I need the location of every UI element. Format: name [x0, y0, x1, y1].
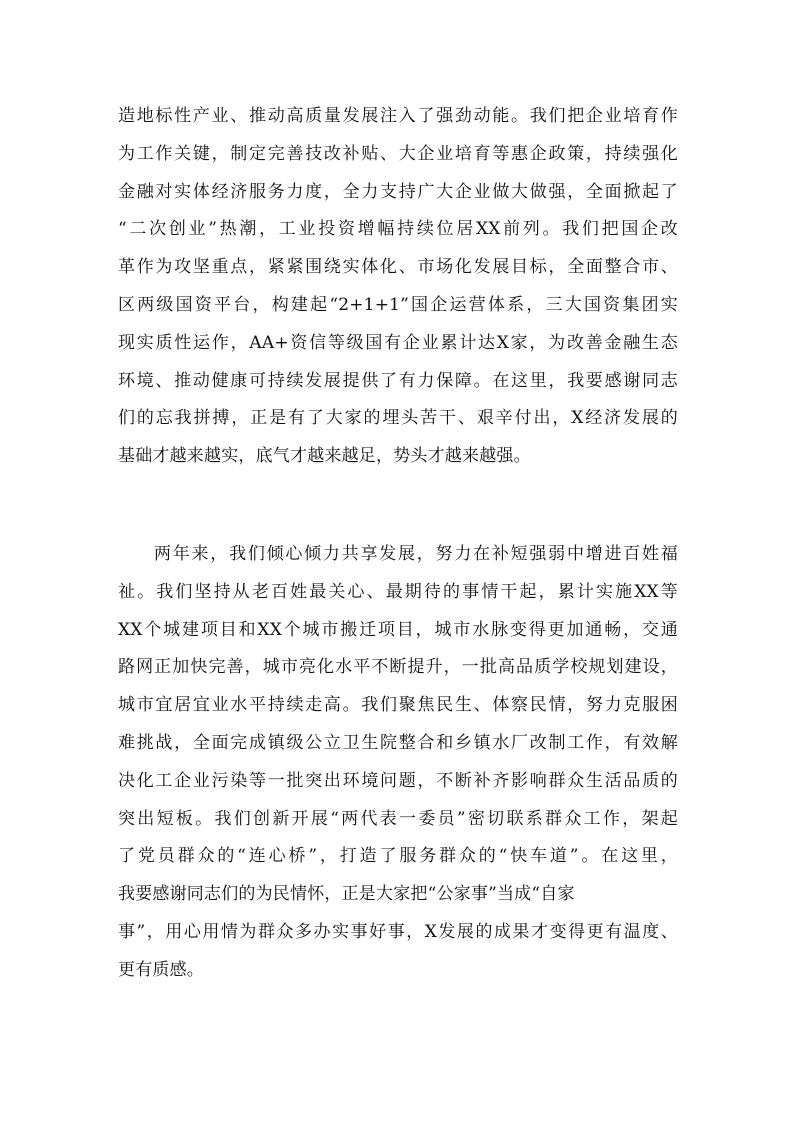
- paragraph-line: 事”，用心用情为群众多办实事好事，X发展的成果才变得更有温度、: [118, 921, 678, 942]
- paragraph-line: 决化工企业污染等一批突出环境问题，不断补齐影响群众生活品质的: [118, 770, 678, 791]
- paragraph-line: 基础才越来越实，底气才越来越足，势头才越来越强。: [118, 446, 531, 467]
- paragraph-economy: [118, 98, 678, 476]
- paragraph-line: 金融对实体经济服务力度，全力支持广大企业做大做强，全面掀起了: [118, 181, 678, 202]
- paragraph-line: 环境、推动健康可持续发展提供了有力保障。在这里，我要感谢同志: [118, 370, 678, 391]
- paragraph-line: 们的忘我拼搏，正是有了大家的埋头苦干、艰辛付出，X经济发展的: [118, 408, 678, 429]
- paragraph-line: 城市宜居宜业水平持续走高。我们聚焦民生、体察民情，努力克服困: [118, 695, 678, 716]
- paragraph-line: 现实质性运作，AA+资信等级国有企业累计达X家，为改善金融生态: [118, 332, 678, 353]
- paragraph-line: XX个城建项目和XX个城市搬迁项目，城市水脉变得更加通畅，交通: [118, 619, 678, 640]
- paragraph-line: 难挑战，全面完成镇级公立卫生院整合和乡镇水厂改制工作，有效解: [118, 732, 678, 753]
- paragraph-line: 了党员群众的“连心桥”，打造了服务群众的“快车道”。在这里，: [118, 846, 678, 867]
- paragraph-line: 两年来，我们倾心倾力共享发展，努力在补短强弱中增进百姓福: [154, 544, 678, 564]
- paragraph-line: 路网正加快完善，城市亮化水平不断提升，一批高品质学校规划建设，: [118, 657, 678, 678]
- paragraph-line: 为工作关键，制定完善技改补贴、大企业培育等惠企政策，持续强化: [118, 143, 678, 164]
- paragraph-line: 造地标性产业、推动高质量发展注入了强劲动能。我们把企业培育作: [118, 106, 678, 126]
- paragraph-line: 区两级国资平台，构建起“2+1+1”国企运营体系，三大国资集团实: [118, 294, 678, 315]
- paragraph-line: 革作为攻坚重点，紧紧围绕实体化、市场化发展目标，全面整合市、: [118, 257, 678, 278]
- paragraph-line: “二次创业”热潮，工业投资增幅持续位居XX前列。我们把国企改: [118, 219, 678, 240]
- paragraph-line: 更有质感。: [118, 959, 204, 980]
- paragraph-line: 突出短板。我们创新开展“两代表一委员”密切联系群众工作，架起: [118, 808, 678, 829]
- paragraph-line: 祉。我们坚持从老百姓最关心、最期待的事情干起，累计实施XX等: [118, 581, 678, 602]
- paragraph-livelihood: [118, 536, 678, 990]
- paragraph-line: 我要感谢同志们的为民情怀，正是大家把“公家事”当成“自家: [118, 884, 575, 905]
